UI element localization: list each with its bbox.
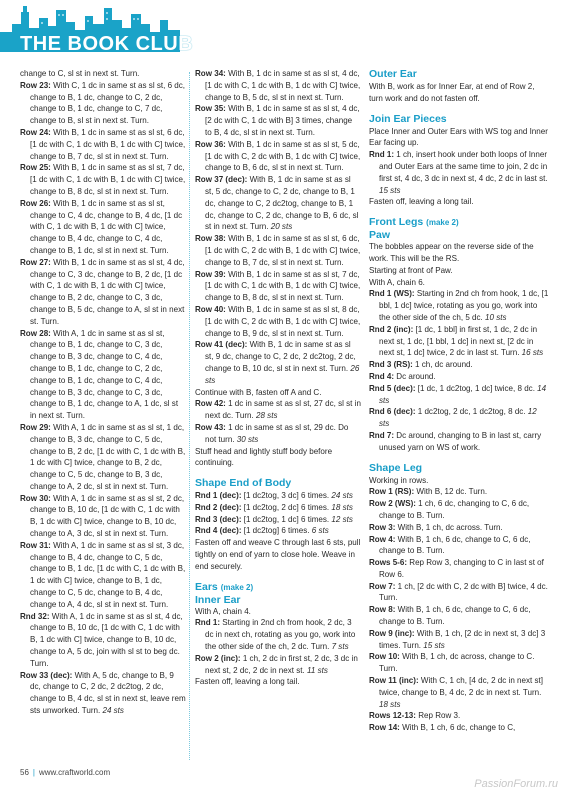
row-text: With B, 1 ch, 6 dc, change to C, [399,723,516,733]
pattern-row [195,606,361,618]
row-text: 1 dc2tog, 2 dc, 1 dc2tog, 8 dc. [415,407,528,417]
website-link[interactable]: www.craftworld.com [38,768,111,777]
join-ear-pieces-rows [369,126,549,209]
row-text: [1 dc2tog, 1 dc] 6 times. [241,514,332,524]
row-text: With A, 1 dc in same st as sl st, change to B, 1 dc, change to C, 3 dc, change to B, 3 dc, change to C, 4 dc, change to B, 1 dc, change to C, 2 dc, change to B, 1 dc, change to C, 4 dc, change to B, 3 dc, change to C, 3 dc, change to B, 1 dc, change to A, 1 dc, sl st in next st. Turn. [30,328,179,421]
row-label: Row 26: [20,198,51,208]
row-text: The bobbles appear on the reverse side of the work. This will be the RS. [369,242,534,263]
row-label: Rows 12-13: [369,711,416,721]
pattern-row [369,241,549,265]
stitch-count: 24 sts [331,491,353,501]
stitch-count: 11 sts [306,665,328,675]
pattern-row [195,233,361,268]
row-label: Row 23: [20,80,51,90]
pattern-row [369,710,549,722]
row-text: 1 dc in same st as sl st, 27 dc, sl st in next dc. Turn. [205,399,361,421]
row-text: change to C, sl st in next st. Turn. [20,69,140,78]
front-legs-heading [369,216,549,229]
pattern-row [195,174,361,233]
footer-separator: | [32,768,35,777]
row-label: Rnd 6 (dec): [369,407,416,417]
ears-heading [195,581,361,594]
pattern-row [369,534,549,558]
row-text: With B, 1 ch, [2 dc in next st, 3 dc] 3 times. Turn. [379,628,546,650]
pattern-row [369,196,549,208]
row-text: With B, 1 dc in same st as sl st, 4 dc, [2 dc with C, 1 dc with B] 3 times, change to B, 4 dc, sl st in next st. Turn. [205,104,360,137]
row-label: Row 14: [369,723,400,733]
stitch-count: 30 sts [236,434,259,444]
row-label: Row 29: [20,422,51,432]
pattern-row [195,514,361,526]
page-footer [20,768,110,777]
row-label: Rnd 7: [369,430,395,440]
column-1 [20,68,186,717]
page-number: 56 [20,768,29,777]
row-label: Row 31: [20,540,51,550]
outer-ear-section [369,68,549,105]
stitch-count: 15 sts [379,185,401,195]
row-text: Stuff head and lightly stuff body before continuing. [195,446,333,468]
row-label: Row 37 (dec): [195,175,248,185]
row-text: With B, 1 ch, 6 dc, change to C, 6 dc, change to B. Turn. [379,605,531,627]
row-text: Place Inner and Outer Ears with WS tog and Inner Ear facing up. [369,126,548,148]
row-label: Row 9 (inc): [369,628,415,638]
row-text: [1 dc2tog] 6 times. [241,526,312,536]
pattern-row [369,581,549,605]
row-text: With B, 1 dc in same st as sl st, 4 dc, change to C, 3 dc, change to B, 2 dc, [1 dc with C, 1 dc with B, 1 dc with C] twice, change to B, 2 dc, change to C, 3 dc, change to B, 5 dc, change to A, sl st in next st. Turn. [30,257,185,326]
pattern-row [369,383,549,407]
row-text: Fasten off, leaving a long tail. [369,197,474,207]
row-text: With C, 1 dc in same st as sl st, 6 dc, change to B, 1 dc, change to C, 2 dc, change to B, 1 dc, change to C, 7 dc, change to B, sl st in next st. Turn. [30,80,186,126]
pattern-columns [0,68,566,768]
shape-end-of-body-heading: Shape End of Body [195,477,292,490]
row-label: Row 25: [20,163,51,173]
row-text: 1 dc in same st as sl st, 29 dc. Do not turn. [205,422,349,444]
stitch-count: 16 sts [521,348,544,358]
pattern-row [195,525,361,537]
row-label: Row 33 (dec): [20,670,73,680]
pattern-row [369,522,549,534]
pattern-row [369,475,549,487]
row-label: Rnd 3 (RS): [369,360,413,370]
front-legs-make-note: (make 2) [426,218,459,228]
row-text: With B, 1 dc in same st as sl st, 6 dc, [1 dc with C, 2 dc with B, 1 dc with C] twice, change to B, 7 dc, sl st in next st. Turn. [205,234,361,267]
row-text: With B, 1 dc in same st as sl st, 6 dc, [1 dc with C, 1 dc with B, 1 dc with C] twice, change to B, 7 dc, sl st in next st. Turn. [30,127,186,161]
pattern-row [369,498,549,522]
row-label: Rnd 32: [20,611,50,621]
row-text: With B, 1 dc in same st as sl st, 7 dc, [1 dc with C, 1 dc with B, 1 dc with C] twice, change to B, 8 dc, sl st in next st. Turn. [30,163,186,196]
pattern-row [195,537,361,572]
row-text: With B, 1 dc in same st as sl st, 9 dc, change to C, 2 dc, 2 dc2tog, 2 dc, change to B, 10 dc, sl st in next st. Turn. [205,340,356,373]
pattern-row [369,651,549,675]
row-text: With A, 1 dc in same st as sl st, 3 dc, change to B, 4 dc, change to C, 5 dc, change to B, 1 dc, [1 dc with C, 1 dc with B, 1 dc with C] twice, change to B, 1 dc, change to C, 5 dc, change to B, 4 dc, change to A, 4 dc, sl st in next st. Turn. [30,540,186,609]
row-label: Rnd 3 (dec): [195,514,242,524]
pattern-row [369,430,549,454]
stitch-count: 15 sts [423,640,445,650]
row-label: Row 41 (dec): [195,340,248,350]
row-text: Dc around, changing to B in last st, carry unused yarn on WS of work. [379,430,542,452]
row-label: Row 38: [195,234,226,244]
pattern-row [369,604,549,628]
row-text: 1 ch, 6 dc, changing to C, 6 dc, change to B. Turn. [379,499,530,520]
stitch-count: 12 sts [379,407,537,429]
shape-leg-section [369,462,549,735]
pattern-row [369,359,549,371]
row-label: Rnd 1 (dec): [195,491,242,501]
shape-leg-heading: Shape Leg [369,461,423,474]
pattern-row [369,288,549,323]
stitch-count: 28 sts [256,411,278,421]
pattern-row [195,676,361,688]
join-ear-pieces-heading: Join Ear Pieces [369,112,447,125]
stitch-count: 6 sts [311,526,329,536]
row-text: Starting at front of Paw. [369,265,453,275]
row-text: With A, 5 dc, change to B, 9 dc, change to C, 2 dc, 2 dc2tog, 2 dc, change to B, 4 dc, sl st in next st, leave rem sts unworked. Turn. [30,670,186,716]
row-text: With B, work as for Inner Ear, at end of Row 2, turn work and do not fasten off. [369,82,535,103]
pattern-row [369,277,549,289]
shape-leg-rows [369,475,549,735]
pattern-row [20,198,186,257]
row-label: Row 2 (WS): [369,499,416,509]
row-label: Row 34: [195,69,226,78]
row-text: Rep Row 3, changing to C in last st of Row 6. [379,558,544,579]
row-text: Working in rows. [369,475,429,485]
paw-heading: Paw [369,229,391,242]
pattern-row [369,557,549,581]
row-label: Row 36: [195,139,226,149]
pattern-row [20,68,186,80]
pattern-row [369,406,549,430]
row-text: Starting in 2nd ch from hook, 2 dc, 3 dc in next ch, rotating as you go, work into the other side of the ch, 2 dc. Turn. [205,618,356,652]
row-text: With C, 1 ch, [4 dc, 2 dc in next st] twice, change to B, 4 dc, 2 dc in next st. Turn. [379,676,543,697]
pattern-row [195,490,361,502]
column-3 [369,68,549,734]
row-label: Row 24: [20,127,51,137]
pattern-row [20,257,186,328]
pattern-row [20,80,186,127]
pattern-row [20,127,186,162]
pattern-row [195,502,361,514]
pattern-row [369,126,549,150]
row-text: [1 dc, 1 bbl] in first st, 1 dc, 2 dc in next st, 1 dc, [1 bbl, 1 dc] in next st, [2 dc in next st, 1 dc] twice, 2 dc in last st. Turn. [379,324,538,358]
row-label: Row 42: [195,399,226,409]
pattern-row [20,162,186,197]
row-text: Rep Row 3. [415,711,461,721]
row-text: With A, chain 4. [195,606,251,616]
pattern-row [195,304,361,339]
row-label: Rnd 2 (dec): [195,502,242,512]
row-text: With B, 1 ch, dc across, change to C. Turn. [379,652,535,674]
row-label: Row 1 (RS): [369,487,415,497]
watermark: PassionForum.ru [474,778,558,790]
row-label: Rnd 1 (WS): [369,289,415,299]
row-text: [1 dc2tog, 2 dc] 6 times. [241,502,332,512]
row-text: Fasten off, leaving a long tail. [195,677,300,687]
row-text: Starting in 2nd ch from hook, 1 dc, [1 bbl, 1 dc] twice, rotating as you go, work into the other side of the ch, 5 dc. [379,289,549,322]
pattern-row [20,493,186,540]
front-legs-heading-text: Front Legs [369,216,424,229]
row-label: Row 4: [369,534,396,544]
row-label: Row 10: [369,652,400,662]
stitch-count: 18 sts [379,699,401,709]
row-text: With A, 1 dc in same st as sl st, 2 dc, change to B, 10 dc, [1 dc with C, 1 dc with B, 1 dc with C] twice, change to B, 10 dc, change to A, 3 dc, sl st in next st. Turn. [30,493,185,539]
pattern-row [369,722,549,734]
pattern-row [195,339,361,386]
row-label: Row 30: [20,493,51,503]
row-label: Row 8: [369,605,396,615]
stitch-count: 26 sts [205,363,360,385]
stitch-count: 14 sts [379,383,547,405]
ears-section [195,581,361,689]
row-text: 1 ch, insert hook under both loops of Inner and Outer Ears at the same time to join, 2 dc in first st, 4 dc, 3 dc in next st, 4 dc, 2 dc in last st. [379,150,548,183]
pattern-row [369,628,549,652]
paw-rows [369,241,549,453]
shape-end-of-body-section [195,477,361,573]
pattern-row [195,139,361,174]
row-text: Continue with B, fasten off A and C. [195,387,322,397]
row-label: Rows 5-6: [369,558,408,568]
section-title: THE BOOK CLUB [20,33,194,55]
inner-ear-rows [195,606,361,689]
row-label: Rnd 1: [195,618,221,628]
row-text: Fasten off and weave C through last 6 sts, pull tightly on end of yarn to close hole. Weave in end securely. [195,538,361,571]
row-label: Rnd 5 (dec): [369,383,416,393]
join-ear-pieces-section [369,113,549,209]
row-text: With B, 1 dc in same st as sl st, 5 dc, change to C, 2 dc, change to B, 1 dc, change to C, 2 dc2tog, change to B, 1 dc, change to C, 2 dc, change to B, 6 dc, sl st in next st. Turn. [205,175,359,232]
front-legs-section [369,216,549,453]
row-text: [1 dc2tog, 3 dc] 6 times. [241,491,332,501]
row-text: With B, 1 dc in same st as sl st, 7 dc, [1 dc with C, 1 dc with B, 1 dc with C] twice, change to B, 8 dc, sl st in next st. Turn. [205,269,361,303]
pattern-row [195,103,361,138]
row-text: With A, chain 6. [369,277,425,287]
row-text: With B, 1 ch, 6 dc, change to C, 6 dc, change to B. Turn. [379,534,531,556]
pattern-row [195,387,361,399]
row-label: Rnd 1: [369,150,395,160]
pattern-row [195,68,361,103]
row-text: With B, 1 dc in same st as sl st, 4 dc, [1 dc with C, 1 dc with B, 1 dc with C] twice, change to B, 5 dc, sl st in next st. Turn. [205,69,361,102]
column-2-rows [195,68,361,469]
row-label: Row 7: [369,581,396,591]
row-text: With B, 1 dc in same st as sl st, change to C, 4 dc, change to B, 4 dc, [1 dc with C, 1 dc with B, 1 dc with C] twice, change to B, 4 dc, change to C, 4 dc, change to B, 1 dc, sl st in next st. Turn. [30,198,183,255]
pattern-row [20,540,186,611]
row-text: [1 dc, 1 dc2tog, 1 dc] twice, 8 dc. [415,383,538,393]
pattern-row [195,446,361,470]
pattern-row [195,398,361,422]
pattern-row [369,324,549,359]
pattern-row [369,81,549,105]
pattern-row [20,611,186,670]
row-label: Row 28: [20,328,51,338]
stitch-count: 24 sts [102,706,124,716]
ears-make-note: (make 2) [220,582,254,592]
row-label: Row 43: [195,422,226,432]
row-text: With B, 1 dc in same st as sl st, 5 dc, [1 dc with C, 2 dc with B, 1 dc with C] twice, change to B, 6 dc, sl st in next st. Turn. [205,139,361,173]
row-text: 1 ch, [2 dc with C, 2 dc with B] twice, 4 dc. Turn. [379,581,548,603]
pattern-row [195,617,361,652]
pattern-row [369,265,549,277]
stitch-count: 7 sts [331,642,349,652]
row-label: Rnd 4: [369,371,395,381]
stitch-count: 18 sts [331,502,353,512]
pattern-row [369,371,549,383]
row-text: With B, 1 ch, dc across. Turn. [395,522,503,532]
stitch-count: 20 sts [270,222,293,232]
row-text: Dc around. [394,371,436,381]
row-text: 1 ch, dc around. [412,360,473,370]
pattern-row [369,149,549,196]
row-text: With A, 1 dc in same st as sl st, 4 dc, change to B, 10 dc, [1 dc with C, 1 dc with B, 1 dc with C] twice, change to B, 10 dc, change to A, 5 dc, join with sl st to beg dc. Turn. [30,611,183,668]
outer-ear-rows [369,81,549,105]
shape-end-of-body-rows [195,490,361,573]
outer-ear-heading: Outer Ear [369,68,417,80]
pattern-row [20,670,186,717]
page-header [0,0,566,62]
row-text: 1 ch, 2 dc in first st, 2 dc, 3 dc in next st, 2 dc, 2 dc in next st. [205,653,358,675]
pattern-row [20,328,186,422]
ears-heading-text: Ears [195,580,218,593]
inner-ear-heading: Inner Ear [195,593,241,606]
row-text: With B, 1 dc in same st as sl st, 8 dc, [1 dc with C, 2 dc with B, 1 dc with C] twice, change to B, 9 dc, sl st in next st. Turn. [205,304,361,338]
row-text: With B, 12 dc. Turn. [414,487,488,497]
row-label: Rnd 4 (dec): [195,526,242,536]
row-label: Row 40: [195,304,226,314]
row-label: Row 27: [20,257,51,267]
stitch-count: 10 sts [485,312,507,322]
row-label: Row 35: [195,104,226,114]
pattern-row [20,422,186,493]
pattern-row [369,486,549,498]
row-label: Row 2 (inc): [195,653,241,663]
column-2 [195,68,361,688]
pattern-row [195,422,361,446]
row-text: With A, 1 dc in same st as sl st, 1 dc, change to B, 3 dc, change to C, 5 dc, change to B, 2 dc, [1 dc with C, 1 dc with B, 1 dc with C] twice, change to B, 2 dc, change to C, 5 dc, change to B, 3 dc, change to A, 2 dc, sl st in next st. Turn. [30,422,186,491]
pattern-row [369,675,549,710]
row-label: Rnd 2 (inc): [369,324,414,334]
pattern-row [195,269,361,304]
row-label: Row 39: [195,269,226,279]
stitch-count: 12 sts [331,514,353,524]
row-label: Row 11 (inc): [369,676,419,686]
pattern-row [195,653,361,677]
row-label: Row 3: [369,522,396,532]
